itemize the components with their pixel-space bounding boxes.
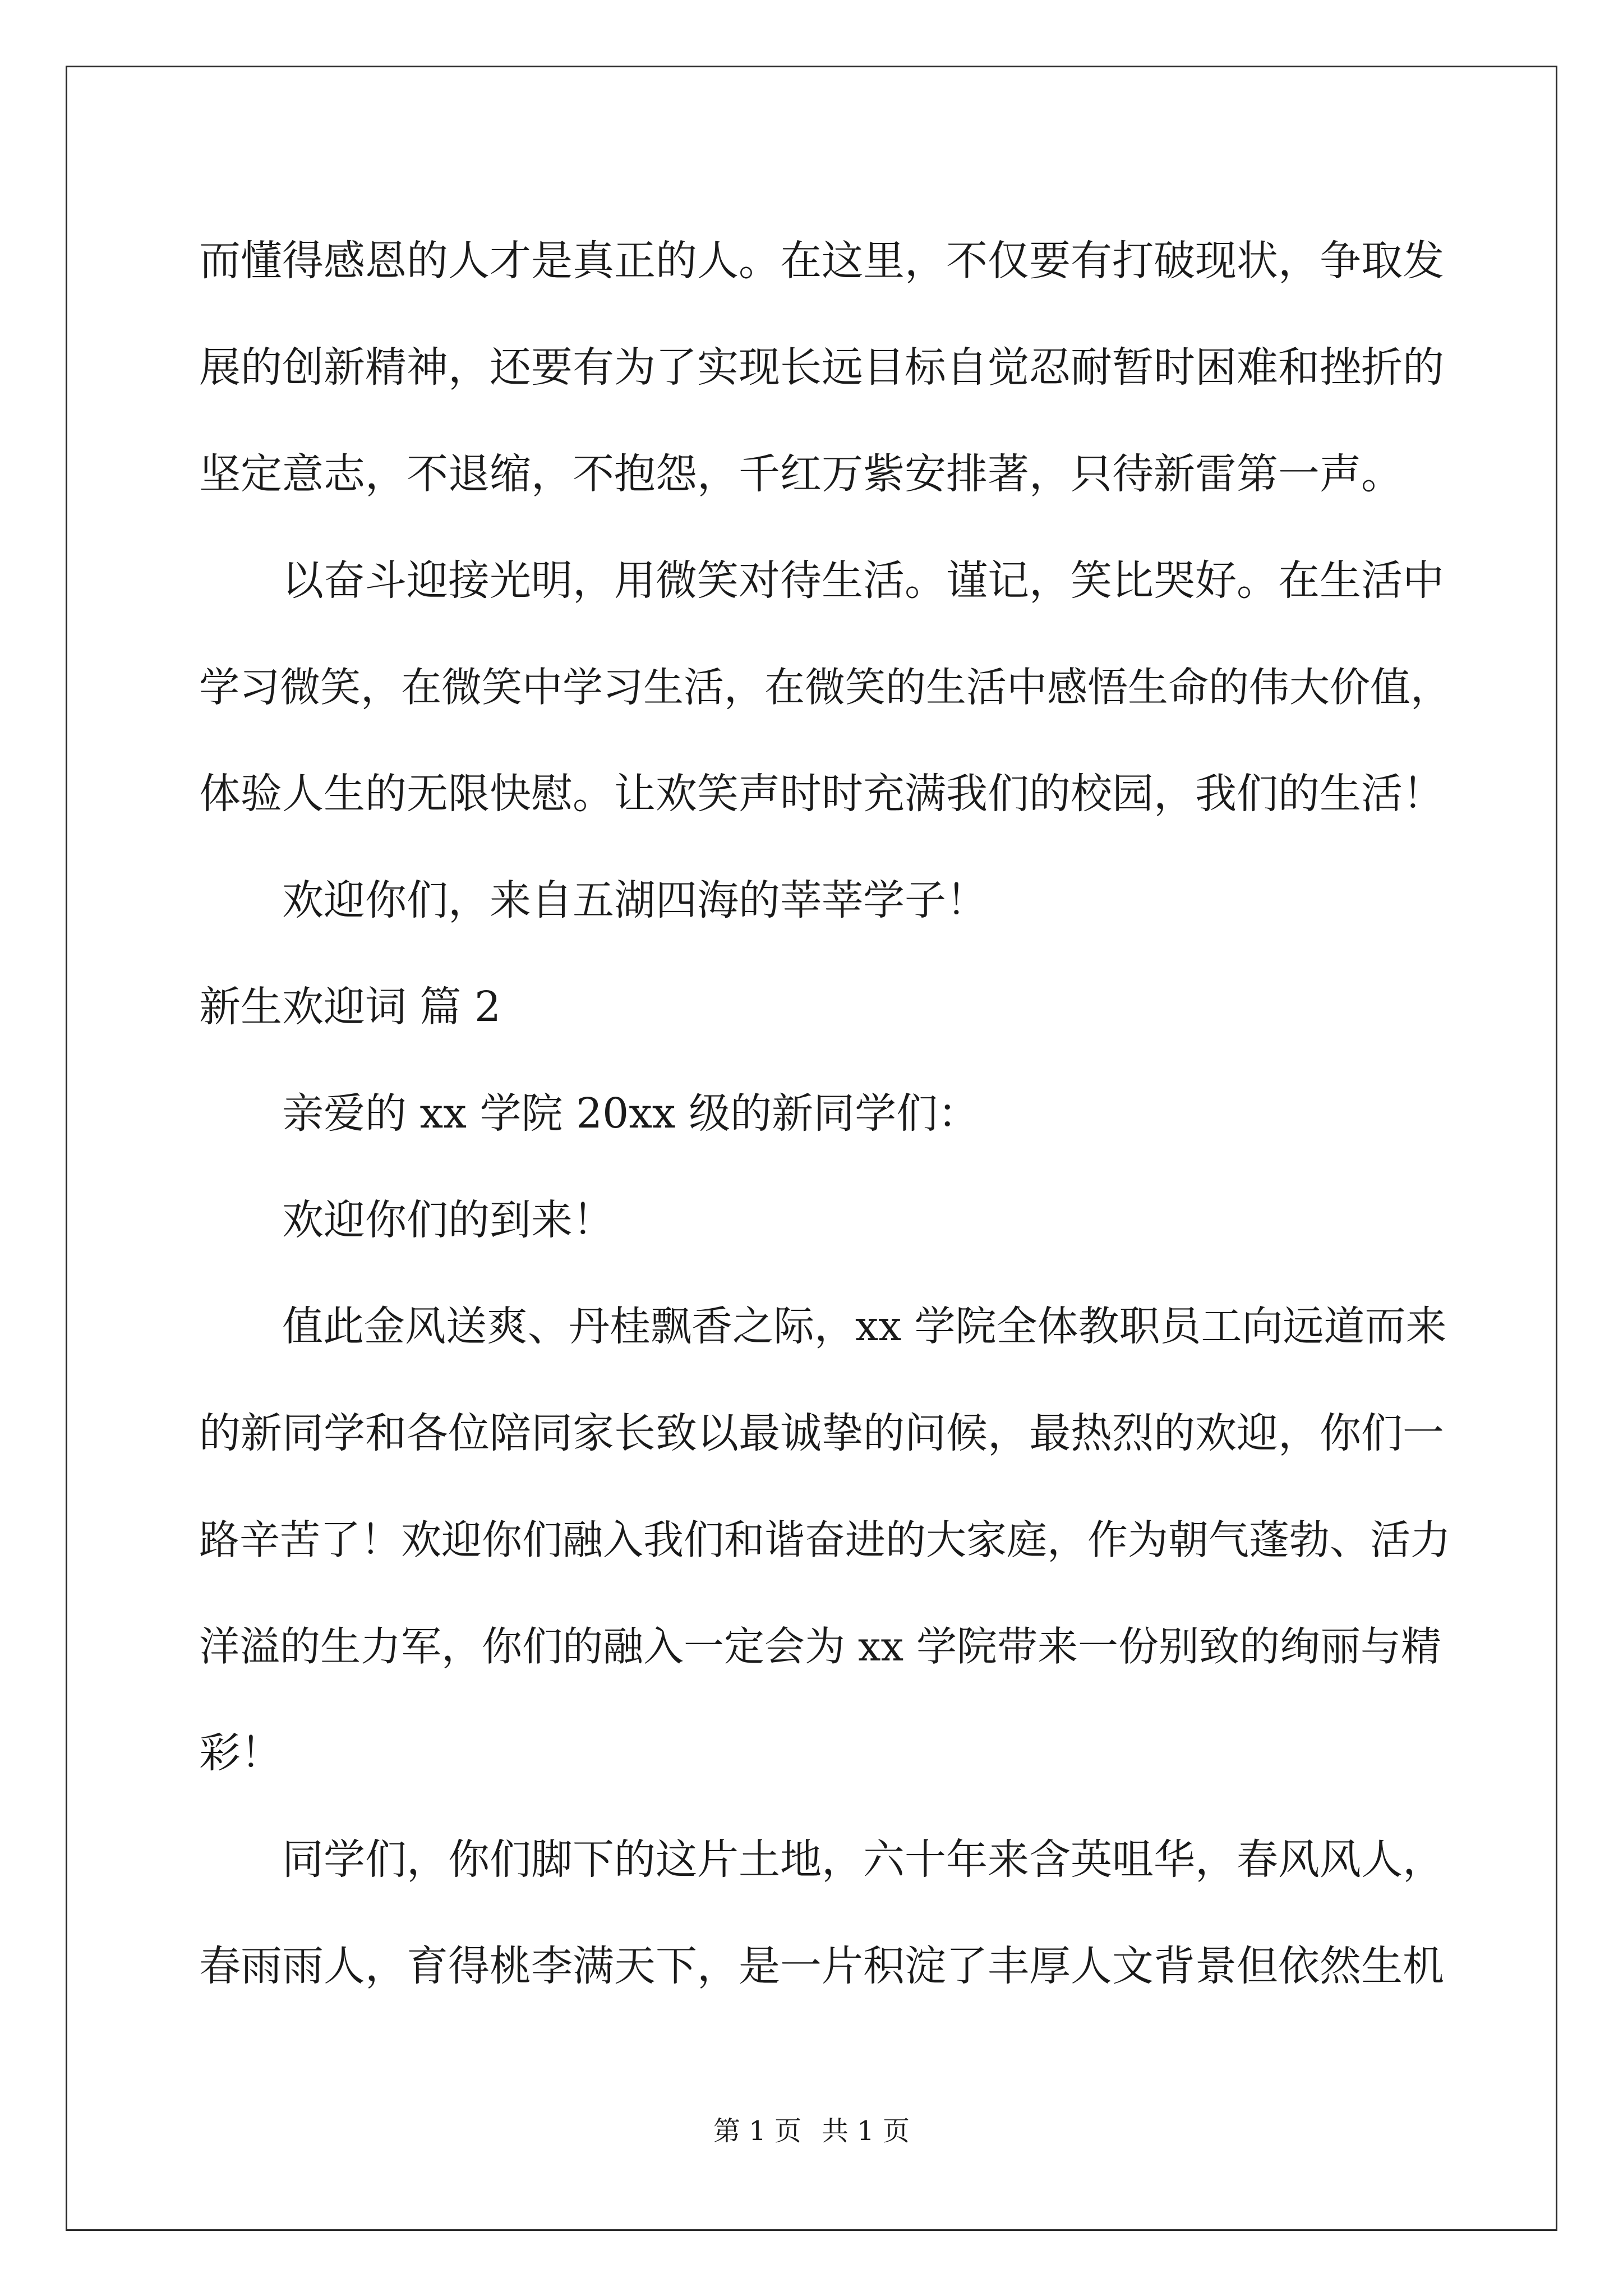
salutation: 亲爱的 xx 学院 20xx 级的新同学们： — [282, 1089, 980, 1138]
page-number-total: 共 1 页 — [822, 2115, 910, 2147]
document-body — [199, 208, 1455, 2019]
page-number-current: 第 1 页 — [713, 2115, 801, 2147]
section-heading: 新生欢迎词 篇 2 — [199, 983, 501, 1031]
text-line: 以奋斗迎接光明，用微笑对待生活。谨记，笑比哭好。在生活中 — [282, 556, 1444, 605]
text-line: 学习微笑，在微笑中学习生活，在微笑的生活中感悟生命的伟大价值， — [199, 664, 1451, 711]
text-line: 春雨雨人，育得桃李满天下，是一片积淀了丰厚人文背景但依然生机 — [199, 1942, 1444, 1990]
text-line: 值此金风送爽、丹桂飘香之际，xx 学院全体教职员工向远道而来 — [282, 1303, 1447, 1350]
text-line: 的新同学和各位陪同家长致以最诚挚的问候，最热烈的欢迎，你们一 — [199, 1409, 1444, 1457]
text-line: 洋溢的生力军，你们的融入一定会为 xx 学院带来一份别致的绚丽与精 — [199, 1623, 1441, 1670]
text-line: 彩！ — [199, 1729, 282, 1777]
text-line: 坚定意志，不退缩，不抱怨，千红万紫安排著，只待新雷第一声。 — [199, 450, 1403, 498]
text-line: 而懂得感恩的人才是真正的人。在这里，不仅要有打破现状，争取发 — [199, 237, 1444, 285]
text-line: 体验人生的无限快慰。让欢笑声时时充满我们的校园，我们的生活！ — [199, 770, 1444, 818]
text-line: 展的创新精神，还要有为了实现长远目标自觉忍耐暂时困难和挫折的 — [199, 343, 1444, 392]
text-line: 欢迎你们的到来！ — [282, 1196, 614, 1244]
text-line: 欢迎你们，来自五湖四海的莘莘学子！ — [282, 876, 988, 924]
text-line: 同学们，你们脚下的这片土地，六十年来含英咀华，春风风人， — [282, 1835, 1444, 1884]
text-line: 路辛苦了！欢迎你们融入我们和谐奋进的大家庭，作为朝气蓬勃、活力 — [199, 1516, 1451, 1563]
page-footer — [0, 2109, 1623, 2148]
